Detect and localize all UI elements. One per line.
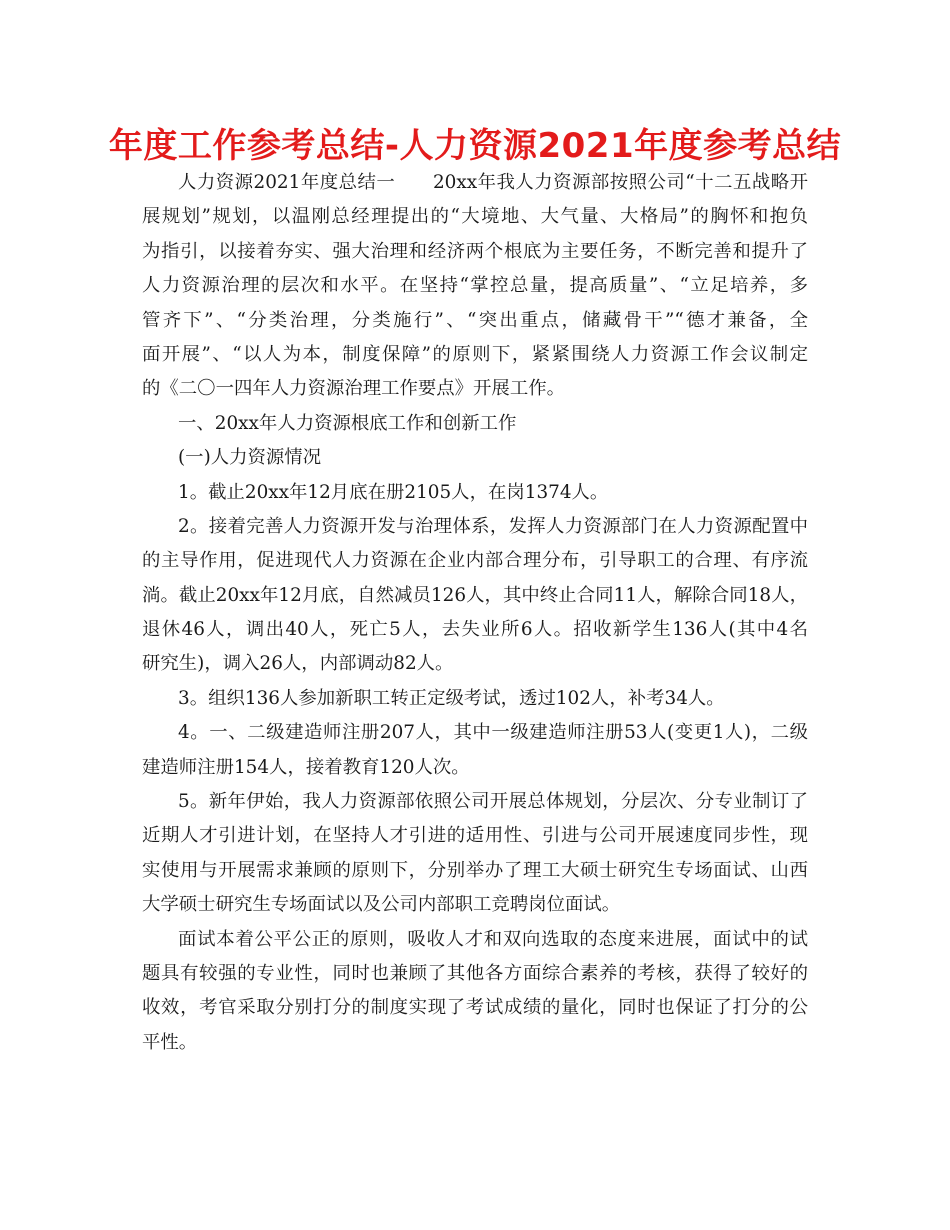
text-line: 人力资源2021年度总结一 20xx年我人力资源部按照公司“十二五战略开: [178, 172, 808, 193]
text-line: 的主导作用，促进现代人力资源在企业内部合理分布，引导职工的合理、有序流: [142, 550, 808, 572]
text-line: 大学硕士研究生专场面试以及公司内部职工竞聘岗位面试。: [142, 894, 621, 916]
list-item: 5。新年伊始，我人力资源部依照公司开展总体规划，分层次、分专业制订了: [178, 791, 808, 813]
text-line: 研究生)，调入26人，内部调动82人。: [142, 653, 454, 675]
text-line: 为指引，以接着夯实、强大治理和经济两个根底为主要任务，不断完善和提升了: [142, 240, 808, 262]
text-line: 管齐下”、“分类治理，分类施行”、“突出重点，储藏骨干”“德才兼备，全: [142, 309, 808, 331]
document-title: 年度工作参考总结-人力资源2021年度参考总结: [108, 126, 842, 166]
subsection-heading: (一)人力资源情况: [178, 447, 322, 469]
list-item: 1。截止20xx年12月底在册2105人，在岗1374人。: [178, 481, 609, 503]
text-line: 人力资源治理的层次和水平。在坚持“掌控总量，提高质量”、“立足培养，多: [142, 275, 808, 297]
text-line: 退休46人，调出40人，死亡5人，去失业所6人。招收新学生136人(其中4名: [142, 619, 808, 641]
section-heading: 一、20xx年人力资源根底工作和创新工作: [178, 412, 517, 434]
text-line: 收效，考官采取分别打分的制度实现了考试成绩的量化，同时也保证了打分的公: [142, 997, 808, 1019]
text-line: 近期人才引进计划，在坚持人才引进的适用性、引进与公司开展速度同步性，现: [142, 825, 808, 847]
text-line: 展规划”规划，以温刚总经理提出的“大境地、大气量、大格局”的胸怀和抱负: [142, 206, 808, 228]
list-item: 2。接着完善人力资源开发与治理体系，发挥人力资源部门在人力资源配置中: [178, 515, 808, 537]
list-item: 3。组织136人参加新职工转正定级考试，透过102人，补考34人。: [178, 687, 725, 709]
paragraph-line: 面试本着公平公正的原则，吸收人才和双向选取的态度来进展，面试中的试: [178, 928, 808, 950]
text-line: 平性。: [142, 1031, 198, 1053]
text-line: 的《二〇一四年人力资源治理工作要点》开展工作。: [142, 378, 565, 400]
text-line: 题具有较强的专业性，同时也兼顾了其他各方面综合素养的考核，获得了较好的: [142, 962, 808, 984]
list-item: 4。一、二级建造师注册207人，其中一级建造师注册53人(变更1人)，二级: [178, 722, 808, 744]
document-body: [142, 166, 808, 1060]
text-line: 淌。截止20xx年12月底，自然减员126人，其中终止合同11人，解除合同18人，: [142, 584, 808, 606]
text-line: 面开展”、“以人为本，制度保障”的原则下，紧紧围绕人力资源工作会议制定: [142, 343, 808, 365]
text-line: 实使用与开展需求兼顾的原则下，分别举办了理工大硕士研究生专场面试、山西: [142, 859, 808, 881]
text-line: 建造师注册154人，接着教育120人次。: [142, 756, 470, 778]
